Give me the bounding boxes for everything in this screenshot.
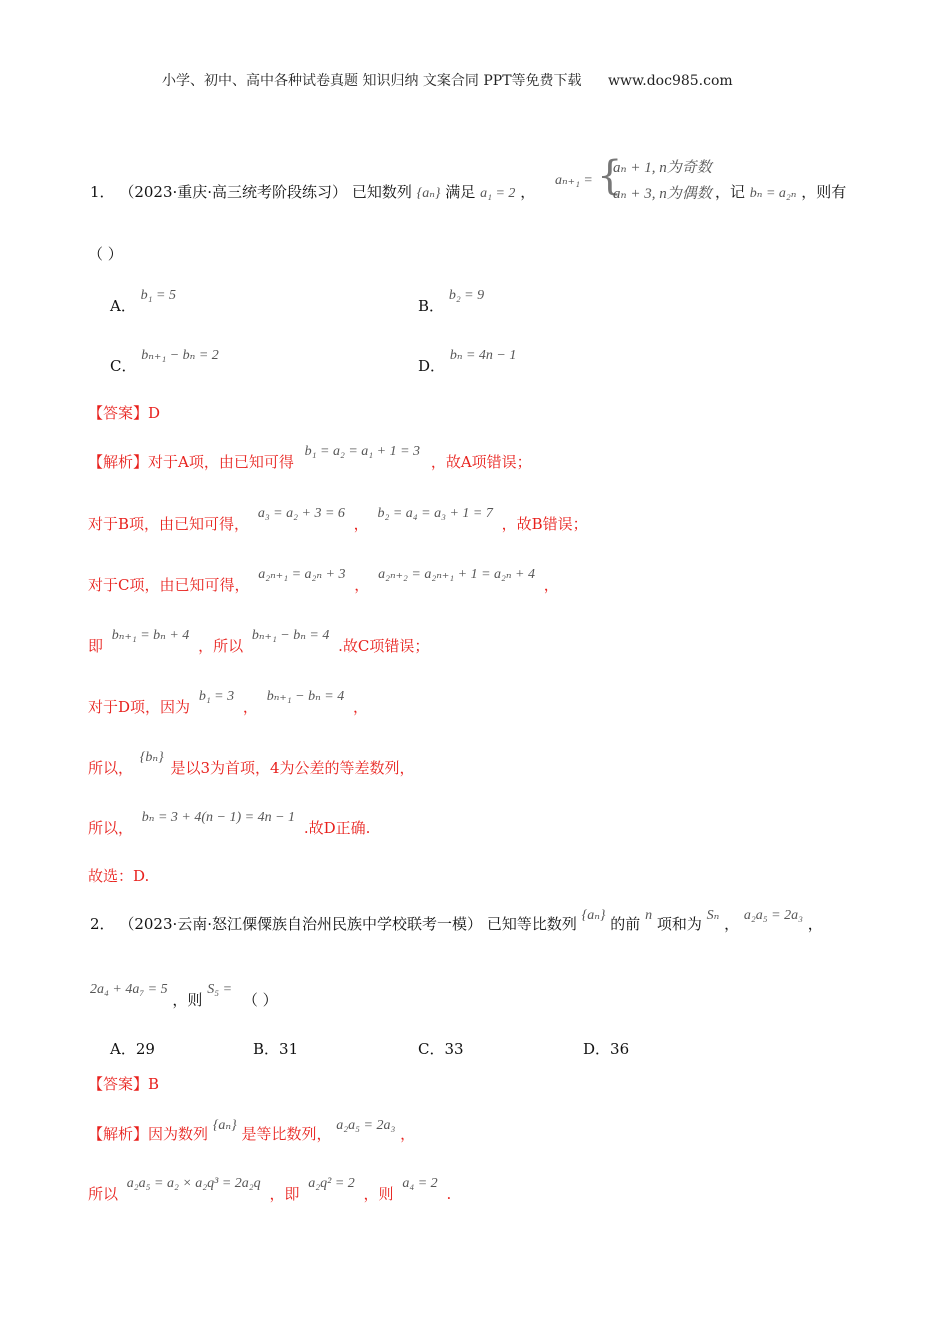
q1-stem-b: 满足 xyxy=(445,183,476,201)
q1-seq: {aₙ} xyxy=(416,186,441,201)
q1-option-b[interactable] xyxy=(418,284,485,315)
answer-tag: 【答案】 xyxy=(88,1075,149,1093)
q1-stem-c: ，记 xyxy=(715,183,746,201)
math: b₁ = 3 xyxy=(198,689,235,704)
q1-piece-2: aₙ + 3, n为偶数 xyxy=(613,186,712,202)
text: ， xyxy=(353,698,369,716)
text: .故C项错误； xyxy=(338,637,430,655)
math: a₃ = a₂ + 3 = 6 xyxy=(257,506,345,521)
text: ， xyxy=(242,698,258,716)
text: 对于C项，由已知可得， xyxy=(88,576,250,594)
option-math: b₂ = 9 xyxy=(448,288,485,303)
q1-analysis-line-3 xyxy=(88,567,559,597)
q1-analysis-line-5 xyxy=(88,689,369,719)
q2-S5: S₅ = xyxy=(207,982,233,997)
q2-number: 2． xyxy=(90,915,115,933)
text: ， xyxy=(354,576,370,594)
q1-source: （2023·重庆·高三统考阶段练习） xyxy=(119,183,348,201)
text: 对于A项，由已知可得 xyxy=(148,453,294,471)
q2-cond1: a₂a₅ = 2a₃ xyxy=(743,908,803,923)
q1-piece-1: aₙ + 1, n为奇数 xyxy=(613,160,712,176)
page-header xyxy=(162,70,733,90)
q1-option-a[interactable] xyxy=(110,284,176,315)
q2-source: （2023·云南·怒江傈僳族自治州民族中学校联考一模） xyxy=(119,915,483,933)
q2-answer xyxy=(88,1074,159,1094)
text: 所以 xyxy=(88,1185,119,1203)
math: bₙ₊₁ − bₙ = 4 xyxy=(251,628,330,643)
q1-analysis-line-7 xyxy=(88,810,371,840)
math: a₂q² = 2 xyxy=(308,1176,355,1191)
text: 即 xyxy=(88,637,104,655)
math: bₙ = 3 + 4(n − 1) = 4n − 1 xyxy=(141,810,296,825)
q1-piece-lhs: aₙ₊₁ = xyxy=(555,173,593,188)
header-text: 小学、初中、高中各种试卷真题 知识归纳 文案合同 PPT等免费下载 xyxy=(162,73,582,89)
text: ，所以 xyxy=(198,637,244,655)
option-math: bₙ₊₁ − bₙ = 2 xyxy=(141,348,219,363)
text: ，故B错误； xyxy=(501,515,588,533)
q2-option-d[interactable] xyxy=(583,1039,629,1059)
q1-option-d[interactable] xyxy=(418,344,517,375)
text: ， xyxy=(543,576,559,594)
brace-icon: { xyxy=(597,153,623,199)
q1-bn-def: bₙ = a₂ₙ xyxy=(749,186,797,201)
q2-seq: {aₙ} xyxy=(581,908,606,923)
option-math: bₙ = 4n − 1 xyxy=(449,348,517,363)
option-value: 33 xyxy=(444,1040,464,1058)
text: ，即 xyxy=(269,1185,300,1203)
q1-comma: ， xyxy=(520,183,536,201)
text: ， xyxy=(400,1125,416,1143)
q1-analysis-line-8: 故选：D. xyxy=(88,867,150,885)
q1-analysis-line-1 xyxy=(88,444,532,474)
answer-value: D xyxy=(148,404,161,422)
q2-stem xyxy=(90,908,823,936)
q2-stem-b: 的前 xyxy=(610,915,641,933)
math: {aₙ} xyxy=(212,1118,237,1133)
text: ，故A项错误； xyxy=(430,453,532,471)
q1-analysis-line-6 xyxy=(88,750,415,780)
q2-stem-a: 已知等比数列 xyxy=(486,915,577,933)
text: 所以， xyxy=(88,759,134,777)
q1-number: 1． xyxy=(90,183,115,201)
option-label: B． xyxy=(253,1040,280,1058)
q2-option-a[interactable] xyxy=(110,1039,155,1059)
q2-cond2: 2a₄ + 4a₇ = 5 xyxy=(90,982,168,997)
q1-stem xyxy=(90,182,535,204)
q1-option-c[interactable] xyxy=(110,344,219,375)
option-label: B． xyxy=(418,297,445,315)
q2-comma2: ， xyxy=(807,915,823,933)
q2-stem-line-2 xyxy=(90,982,278,1012)
text: . xyxy=(446,1185,452,1203)
q1-paren: （ ） xyxy=(88,245,123,263)
option-label: A． xyxy=(110,1040,136,1058)
q1-a1: a₁ = 2 xyxy=(480,186,516,201)
analysis-tag: 【解析】 xyxy=(88,453,149,471)
math: a₂a₅ = a₂ × a₂q³ = 2a₂q xyxy=(126,1176,261,1191)
text: ，则 xyxy=(363,1185,394,1203)
q2-option-b[interactable] xyxy=(253,1039,298,1059)
text: 是以3为首项，4为公差的等差数列， xyxy=(170,759,415,777)
q1-answer xyxy=(88,403,160,423)
text: 是等比数列， xyxy=(241,1125,332,1143)
q2-analysis-line-2 xyxy=(88,1176,452,1206)
math: b₁ = a₂ = a₁ + 1 = 3 xyxy=(304,444,421,459)
q2-paren: （ ） xyxy=(242,991,278,1009)
q1-stem-tail xyxy=(715,182,846,204)
q1-stem-a: 已知数列 xyxy=(351,183,412,201)
text: 因为数列 xyxy=(148,1125,209,1143)
text: ， xyxy=(353,515,369,533)
option-label: D． xyxy=(583,1040,611,1058)
q1-analysis-line-2 xyxy=(88,506,588,536)
q1-analysis-line-4 xyxy=(88,628,430,658)
math: bₙ₊₁ − bₙ = 4 xyxy=(266,689,345,704)
q2-n: n xyxy=(645,908,653,923)
option-label: C． xyxy=(418,1040,445,1058)
text: 所以， xyxy=(88,819,134,837)
math: a₄ = 2 xyxy=(402,1176,438,1191)
text: .故D正确. xyxy=(303,819,371,837)
q2-stem-d: ，则 xyxy=(172,991,203,1009)
math: bₙ₊₁ = bₙ + 4 xyxy=(111,628,190,643)
math: {bₙ} xyxy=(139,750,164,765)
option-math: b₁ = 5 xyxy=(140,288,176,303)
math: b₂ = a₄ = a₃ + 1 = 7 xyxy=(377,506,493,521)
answer-tag: 【答案】 xyxy=(88,404,149,422)
q2-stem-c: 项和为 xyxy=(656,915,702,933)
answer-value: B xyxy=(148,1075,160,1093)
option-value: 29 xyxy=(135,1040,155,1058)
text: 对于B项，由已知可得， xyxy=(88,515,250,533)
math: a₂ₙ₊₂ = a₂ₙ₊₁ + 1 = a₂ₙ + 4 xyxy=(378,567,536,582)
analysis-tag: 【解析】 xyxy=(88,1125,149,1143)
q2-comma: ， xyxy=(724,915,740,933)
option-label: C． xyxy=(110,357,137,375)
option-value: 31 xyxy=(279,1040,299,1058)
q1-stem-d: ，则有 xyxy=(801,183,847,201)
option-label: D． xyxy=(418,357,446,375)
q2-analysis-line-1 xyxy=(88,1118,416,1146)
text: 对于D项，因为 xyxy=(88,698,191,716)
q2-Sn: Sₙ xyxy=(706,908,720,923)
math: a₂a₅ = 2a₃ xyxy=(336,1118,396,1133)
q2-option-c[interactable] xyxy=(418,1039,464,1059)
option-value: 36 xyxy=(610,1040,630,1058)
math: a₂ₙ₊₁ = a₂ₙ + 3 xyxy=(258,567,346,582)
header-site: www.doc985.com xyxy=(607,73,733,89)
option-label: A． xyxy=(110,297,136,315)
